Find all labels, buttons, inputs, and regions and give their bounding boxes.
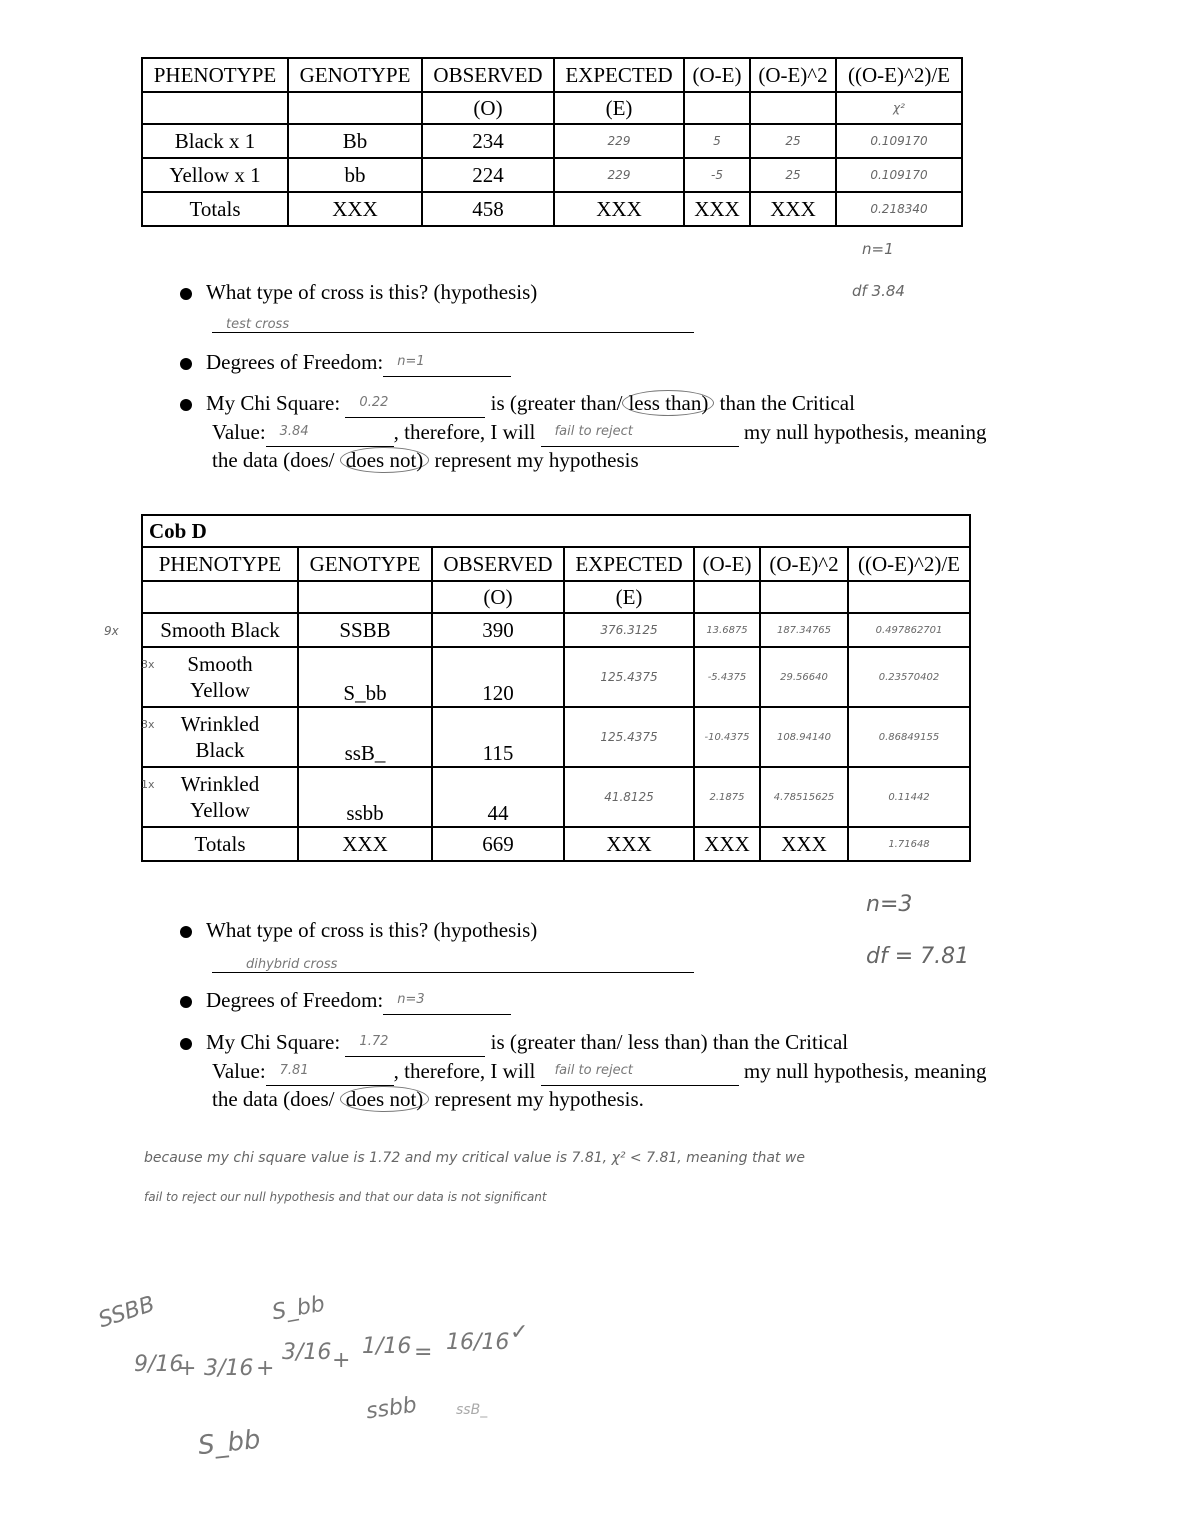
- subheader-observed: (O): [432, 581, 564, 613]
- row-genotype: Bb: [288, 124, 422, 158]
- note-n-2: n=3: [866, 892, 913, 917]
- question-text: than the Critical: [719, 391, 855, 415]
- row-observed: 390: [432, 613, 564, 647]
- row-phenotype-label: Smooth Black: [160, 618, 280, 642]
- row-expected: 41.8125: [564, 767, 694, 827]
- header-o-minus-e: (O-E): [684, 58, 750, 92]
- bullet-icon: [180, 1038, 192, 1050]
- totals-o-minus-e: XXX: [684, 192, 750, 226]
- row-genotype: SSBB: [298, 613, 432, 647]
- bullet-icon: [180, 358, 192, 370]
- question-text: is (greater than/: [490, 391, 623, 415]
- totals-chi-square: 1.71648: [848, 827, 970, 861]
- question-critical-value-1: [212, 418, 987, 447]
- answer-reject-1[interactable]: [541, 424, 739, 447]
- question-cross-type-1: [206, 278, 537, 307]
- table-title: Cob D: [142, 515, 970, 547]
- header-phenotype: PHENOTYPE: [142, 547, 298, 581]
- question-text: represent my hypothesis: [434, 448, 639, 472]
- totals-observed: 458: [422, 192, 554, 226]
- row-observed: 115: [432, 707, 564, 767]
- scratch-equals: =: [414, 1340, 433, 1365]
- totals-chi-square: 0.218340: [836, 192, 962, 226]
- totals-expected: XXX: [554, 192, 684, 226]
- row-phenotype: [142, 613, 298, 647]
- row-phenotype-label: Smooth Yellow: [187, 652, 253, 702]
- row-phenotype: [142, 707, 298, 767]
- question-text: represent my hypothesis.: [434, 1087, 644, 1111]
- answer-reject-2[interactable]: [541, 1063, 739, 1086]
- row-o-minus-e-squared: 25: [750, 124, 836, 158]
- answer-text: fail to reject: [554, 424, 633, 439]
- row-expected: 125.4375: [564, 707, 694, 767]
- question-represent-2: [212, 1085, 644, 1114]
- row-o-minus-e: -5: [684, 158, 750, 192]
- subheader-cell: [848, 581, 970, 613]
- row-o-minus-e: 2.1875: [694, 767, 760, 827]
- answer-text: 1.72: [359, 1034, 389, 1049]
- row-genotype: bb: [288, 158, 422, 192]
- question-text: , therefore, I will: [393, 1059, 536, 1083]
- row-genotype: S_bb: [298, 647, 432, 707]
- question-text: What type of cross is this? (hypothesis): [206, 280, 538, 304]
- chi-square-table-1: [141, 57, 963, 227]
- header-observed: OBSERVED: [432, 547, 564, 581]
- subheader-cell: [298, 581, 432, 613]
- row-o-minus-e-squared: 187.34765: [760, 613, 848, 647]
- answer-text: dihybrid cross: [246, 957, 338, 972]
- answer-text: 0.22: [359, 395, 389, 410]
- row-phenotype: [142, 647, 298, 707]
- totals-expected: XXX: [564, 827, 694, 861]
- totals-genotype: XXX: [288, 192, 422, 226]
- scratch-ssbb: SSBB: [95, 1291, 158, 1334]
- bullet-icon: [180, 399, 192, 411]
- question-critical-value-2: [212, 1057, 987, 1086]
- handwritten-explanation-line-1: because my chi square value is 1.72 and my critical value is 7.81, χ² < 7.81, meaning that we: [144, 1150, 805, 1166]
- scratch-plus: +: [178, 1356, 197, 1381]
- handwritten-explanation-line-2: fail to reject our null hypothesis and that our data is not significant: [144, 1190, 547, 1204]
- question-text: Degrees of Freedom:: [206, 350, 384, 374]
- multiplier-note: 1x: [141, 778, 155, 791]
- subheader-cell: [142, 92, 288, 124]
- row-chi-component: 0.86849155: [848, 707, 970, 767]
- answer-text: test cross: [226, 317, 290, 332]
- answer-degrees-freedom-1[interactable]: [383, 354, 511, 377]
- answer-text: n=1: [397, 354, 425, 369]
- circled-choice-does-not[interactable]: does not): [340, 447, 430, 473]
- question-text: the data (does/: [212, 1087, 335, 1111]
- scratch-s-bb: S_bb: [196, 1424, 262, 1462]
- totals-observed: 669: [432, 827, 564, 861]
- header-o-minus-e-squared: (O-E)^2: [750, 58, 836, 92]
- question-text: Value:: [212, 1059, 266, 1083]
- scratch-plus: +: [332, 1348, 351, 1373]
- scratch-ssbb-lower: ssbb: [364, 1392, 419, 1425]
- row-chi-component: 0.23570402: [848, 647, 970, 707]
- answer-critical-value-1[interactable]: [266, 424, 394, 447]
- multiplier-note: 3x: [141, 718, 155, 731]
- totals-o-minus-e: XXX: [694, 827, 760, 861]
- check-icon: ✓: [510, 1320, 529, 1345]
- answer-text: n=3: [397, 992, 425, 1007]
- subheader-chi-symbol: χ²: [836, 92, 962, 124]
- chi-square-table-cob-d: [141, 514, 971, 862]
- question-text: Degrees of Freedom:: [206, 988, 384, 1012]
- scratch-fraction-16-16: 16/16: [446, 1330, 510, 1355]
- answer-degrees-freedom-2[interactable]: [383, 992, 511, 1015]
- question-text: the data (does/: [212, 448, 335, 472]
- question-represent-1: [212, 446, 639, 475]
- row-o-minus-e: -10.4375: [694, 707, 760, 767]
- question-chi-square-1: [206, 389, 855, 418]
- subheader-cell: [760, 581, 848, 613]
- subheader-cell: [694, 581, 760, 613]
- row-o-minus-e: 13.6875: [694, 613, 760, 647]
- question-degrees-freedom-1: [206, 348, 511, 377]
- header-genotype: GENOTYPE: [288, 58, 422, 92]
- scratch-fraction-3-16-b: 3/16: [282, 1340, 332, 1365]
- subheader-cell: [288, 92, 422, 124]
- row-observed: 224: [422, 158, 554, 192]
- circled-choice-less-than[interactable]: less than): [622, 390, 714, 416]
- multiplier-note-outside: 9x: [104, 624, 119, 638]
- totals-o-minus-e-squared: XXX: [760, 827, 848, 861]
- note-df-2: df = 7.81: [866, 944, 970, 969]
- note-df-1: df 3.84: [852, 282, 905, 300]
- header-chi-component: ((O-E)^2)/E: [848, 547, 970, 581]
- row-o-minus-e: 5: [684, 124, 750, 158]
- question-text: What type of cross is this? (hypothesis): [206, 918, 538, 942]
- header-phenotype: PHENOTYPE: [142, 58, 288, 92]
- bullet-icon: [180, 288, 192, 300]
- row-chi-component: 0.11442: [848, 767, 970, 827]
- answer-cross-type-2[interactable]: [212, 950, 694, 973]
- header-chi-component: ((O-E)^2)/E: [836, 58, 962, 92]
- totals-genotype: XXX: [298, 827, 432, 861]
- header-expected: EXPECTED: [554, 58, 684, 92]
- question-text: , therefore, I will: [393, 420, 536, 444]
- row-expected: 376.3125: [564, 613, 694, 647]
- row-phenotype: [142, 767, 298, 827]
- bullet-icon: [180, 996, 192, 1008]
- row-observed: 44: [432, 767, 564, 827]
- question-cross-type-2: [206, 916, 537, 945]
- circled-choice-does-not[interactable]: does not): [340, 1086, 430, 1112]
- note-n-1: n=1: [862, 240, 894, 258]
- row-phenotype: Black x 1: [142, 124, 288, 158]
- row-genotype: ssB_: [298, 707, 432, 767]
- row-phenotype: Yellow x 1: [142, 158, 288, 192]
- answer-text: 7.81: [279, 1063, 309, 1078]
- answer-text: fail to reject: [554, 1063, 633, 1078]
- row-o-minus-e-squared: 108.94140: [760, 707, 848, 767]
- header-o-minus-e-squared: (O-E)^2: [760, 547, 848, 581]
- row-observed: 234: [422, 124, 554, 158]
- row-chi-component: 0.109170: [836, 158, 962, 192]
- row-o-minus-e: -5.4375: [694, 647, 760, 707]
- row-o-minus-e-squared: 4.78515625: [760, 767, 848, 827]
- scratch-fraction-3-16-a: 3/16: [204, 1356, 254, 1381]
- header-expected: EXPECTED: [564, 547, 694, 581]
- question-degrees-freedom-2: [206, 986, 511, 1015]
- scratch-fraction-1-16: 1/16: [362, 1334, 412, 1359]
- totals-label: Totals: [142, 192, 288, 226]
- bullet-icon: [180, 926, 192, 938]
- answer-critical-value-2[interactable]: [266, 1063, 394, 1086]
- row-expected: 229: [554, 158, 684, 192]
- row-phenotype-label: Wrinkled Yellow: [180, 772, 260, 822]
- subheader-expected: (E): [564, 581, 694, 613]
- scratch-plus: +: [256, 1356, 275, 1381]
- answer-chi-square-2[interactable]: [345, 1034, 485, 1057]
- subheader-expected: (E): [554, 92, 684, 124]
- row-phenotype-label: Wrinkled Black: [180, 712, 260, 762]
- row-o-minus-e-squared: 25: [750, 158, 836, 192]
- answer-cross-type-1[interactable]: [212, 310, 694, 333]
- row-genotype: ssbb: [298, 767, 432, 827]
- header-genotype: GENOTYPE: [298, 547, 432, 581]
- scratch-fraction-9-16: 9/16: [134, 1352, 184, 1377]
- totals-o-minus-e-squared: XXX: [750, 192, 836, 226]
- row-chi-component: 0.497862701: [848, 613, 970, 647]
- scratch-ssb: ssB_: [456, 1402, 488, 1418]
- scratch-sbb-top: S_bb: [270, 1291, 327, 1326]
- subheader-cell: [142, 581, 298, 613]
- question-text: My Chi Square:: [206, 391, 341, 415]
- row-chi-component: 0.109170: [836, 124, 962, 158]
- totals-label: Totals: [142, 827, 298, 861]
- row-observed: 120: [432, 647, 564, 707]
- row-expected: 229: [554, 124, 684, 158]
- answer-chi-square-1[interactable]: [345, 395, 485, 418]
- subheader-cell: [750, 92, 836, 124]
- subheader-observed: (O): [422, 92, 554, 124]
- question-text: is (greater than/ less than) than the Critical: [490, 1030, 849, 1054]
- header-o-minus-e: (O-E): [694, 547, 760, 581]
- question-text: my null hypothesis, meaning: [743, 1059, 987, 1083]
- row-expected: 125.4375: [564, 647, 694, 707]
- answer-text: 3.84: [279, 424, 309, 439]
- question-text: My Chi Square:: [206, 1030, 341, 1054]
- question-chi-square-2: [206, 1028, 848, 1057]
- subheader-cell: [684, 92, 750, 124]
- multiplier-note: 3x: [141, 658, 155, 671]
- row-o-minus-e-squared: 29.56640: [760, 647, 848, 707]
- header-observed: OBSERVED: [422, 58, 554, 92]
- question-text: Value:: [212, 420, 266, 444]
- question-text: my null hypothesis, meaning: [743, 420, 987, 444]
